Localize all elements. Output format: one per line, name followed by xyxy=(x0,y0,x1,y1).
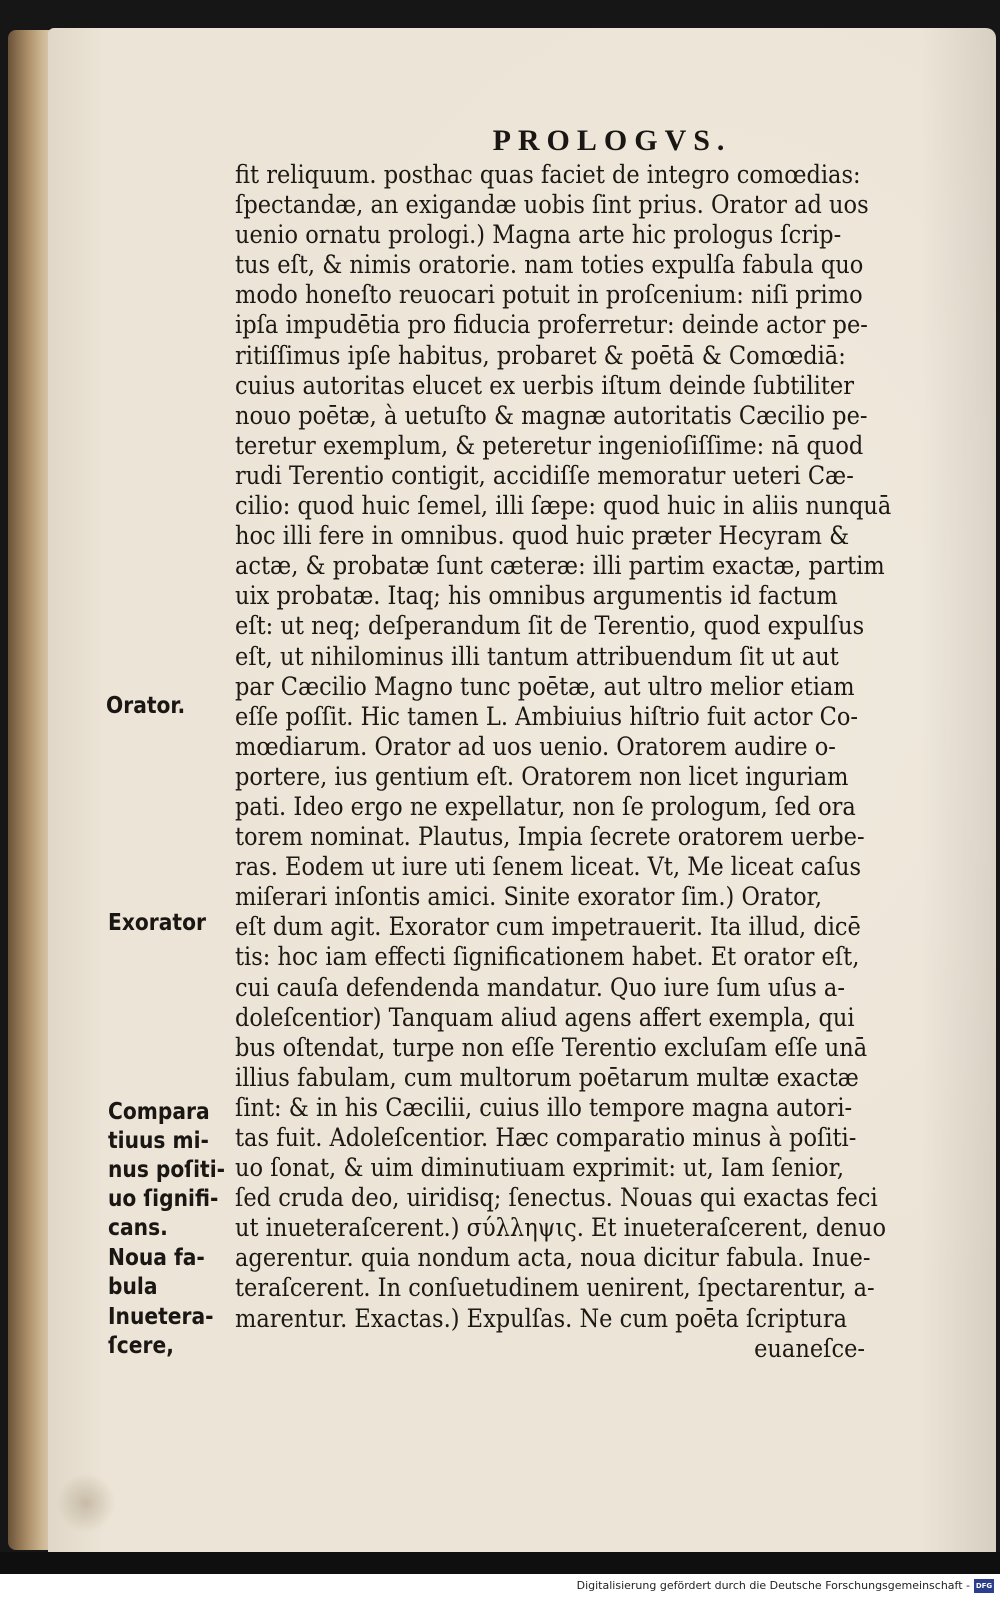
text-line: ſed cruda deo, uiridisq; ſenectus. Nouas qui exactas feci xyxy=(235,1183,878,1213)
book-page xyxy=(48,28,996,1558)
marginal-note-line: nus poſiti- xyxy=(108,1157,226,1183)
marginal-note-line: cans. xyxy=(108,1215,168,1241)
marginal-note-line: Noua fa- xyxy=(108,1245,205,1271)
commentary-text xyxy=(235,160,901,1364)
text-line: portere, ius gentium eſt. Oratorem non licet inguriam xyxy=(235,761,849,791)
text-line: tas fuit. Adoleſcentior. Hæc comparatio minus à poſiti- xyxy=(235,1123,857,1152)
footer-bar xyxy=(0,1574,1000,1601)
text-line: ritiſſimus ipſe habitus, probaret & poētā & Comœdiā: xyxy=(235,340,846,370)
marginal-note-inueterascere xyxy=(108,1303,214,1361)
marginal-note-line: bula xyxy=(108,1274,158,1300)
text-line: miſerari inſontis amici. Sinite exorator ſim.) Orator, xyxy=(235,882,823,912)
text-line: uo ſonat, & uim diminutiuam exprimit: ut, Iam ſenior, xyxy=(235,1153,845,1183)
running-title: PROLOGVS. xyxy=(492,124,732,157)
text-line: uix probatæ. Itaq; his omnibus argumentis id factum xyxy=(235,581,838,611)
text-line: tus eſt, & nimis oratorie. nam toties expulſa fabula quo xyxy=(235,250,864,280)
text-line: eſt: ut neq; deſperandum ſit de Terentio, quod expulſus xyxy=(235,611,865,641)
text-line: illius fabulam, cum multorum poētarum multæ exactæ xyxy=(235,1062,859,1092)
text-line: tis: hoc iam effecti ſignificationem habet. Et orator eſt, xyxy=(235,942,860,972)
dfg-logo-icon: DFG xyxy=(974,1579,994,1593)
text-line: cui cauſa defendenda mandatur. Quo iure ſum uſus a- xyxy=(235,972,845,1002)
text-line: ſpectandæ, an exigandæ uobis ſint prius. Orator ad uos xyxy=(235,190,869,220)
text-line: cuius autoritas elucet ex uerbis iſtum deinde ſubtiliter xyxy=(235,370,855,400)
text-line: ut inueteraſcerent.) σύλληψις. Et inueteraſcerent, denuo xyxy=(235,1213,887,1243)
text-line: cilio: quod huic ſemel, illi ſæpe: quod huic in aliis nunquā xyxy=(235,491,892,521)
marginal-note-orator xyxy=(106,692,185,721)
scan-bottom-edge xyxy=(0,1552,1000,1574)
text-line: teretur exemplum, & peteretur ingenioſiſſime: nā quod xyxy=(235,430,864,460)
marginal-note-line: ſcere, xyxy=(108,1333,174,1359)
text-line: modo honeſto reuocari potuit in proſcenium: niſi primo xyxy=(235,280,863,310)
text-line: nouo poētæ, à uetuſto & magnæ autoritatis Cæcilio pe- xyxy=(235,400,868,430)
text-line: uenio ornatu prologi.) Magna arte hic prologus ſcrip- xyxy=(235,220,842,250)
text-line: torem nominat. Plautus, Impia ſecrete oratorem uerbe- xyxy=(235,822,865,852)
text-line: marentur. Exactas.) Expulſas. Ne cum poēta ſcriptura xyxy=(235,1303,848,1333)
text-line: actæ, & probatæ ſunt cæteræ: illi partim exactæ, partim xyxy=(235,551,885,581)
marginal-note-line: Orator. xyxy=(106,693,186,719)
text-line: bus oſtendat, turpe non eſſe Terentio excluſam eſſe unā xyxy=(235,1032,868,1062)
text-line: pati. Ideo ergo ne expellatur, non ſe prologum, ſed ora xyxy=(235,791,856,821)
funding-credit: Digitalisierung gefördert durch die Deutsche Forschungsgemeinschaft - xyxy=(576,1579,970,1592)
text-line: doleſcentior) Tanquam aliud agens affert exempla, qui xyxy=(235,1002,855,1032)
marginal-note-line: Exorator xyxy=(108,910,206,936)
marginal-note-comparatiuus xyxy=(108,1098,225,1243)
text-line: eſt dum agit. Exorator cum impetrauerit. Ita illud, dicē xyxy=(235,912,861,942)
text-line: fit reliquum. posthac quas faciet de integro comœdias: xyxy=(235,160,861,189)
catchword: euaneſce- xyxy=(754,1333,865,1363)
marginal-note-noua-fabula xyxy=(108,1244,205,1302)
text-line: teraſcerent. In conſuetudinem uenirent, ſpectarentur, a- xyxy=(235,1273,875,1303)
marginal-note-exorator xyxy=(108,909,206,938)
marginal-note-line: tiuus mi- xyxy=(108,1128,209,1154)
text-line: mœdiarum. Orator ad uos uenio. Oratorem audire o- xyxy=(235,731,836,761)
text-line: ſint: & in his Cæcilii, cuius illo tempore magna autori- xyxy=(235,1092,853,1122)
text-line: eſſe poſſit. Hic tamen L. Ambiuius hiſtrio fuit actor Co- xyxy=(235,701,859,731)
text-line: rudi Terentio contigit, accidiſſe memoratur ueteri Cæ- xyxy=(235,460,854,490)
text-line: ipſa impudētia pro fiducia proferretur: deinde actor pe- xyxy=(235,310,868,340)
text-line: par Cæcilio Magno tunc poētæ, aut ultro melior etiam xyxy=(235,671,855,701)
marginal-note-line: uo ſignifi- xyxy=(108,1186,219,1212)
marginal-note-line: Inuetera- xyxy=(108,1304,214,1330)
text-line: agerentur. quia nondum acta, noua dicitur fabula. Inue- xyxy=(235,1243,871,1273)
text-line: hoc illi fere in omnibus. quod huic præter Hecyram & xyxy=(235,521,850,551)
paper-stain xyxy=(56,1473,116,1533)
marginal-note-line: Compara xyxy=(108,1099,210,1125)
text-line: eſt, ut nihilominus illi tantum attribuendum ſit ut aut xyxy=(235,641,839,671)
text-line: ras. Eodem ut iure uti ſenem liceat. Vt, Me liceat caſus xyxy=(235,852,862,882)
